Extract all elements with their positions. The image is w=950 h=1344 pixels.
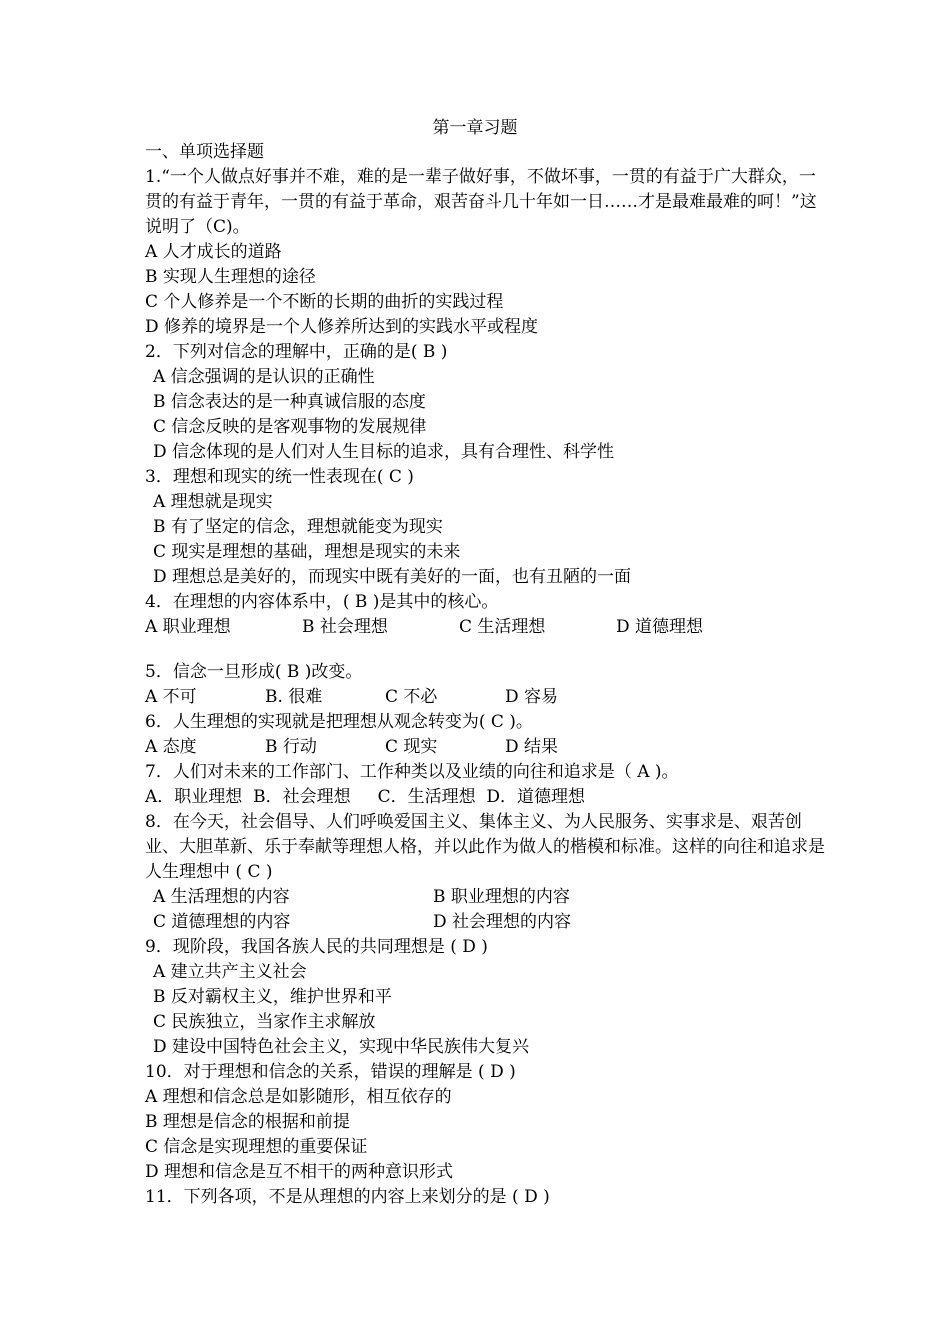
question-4: 4．在理想的内容体系中，( B )是其中的核心。 (145, 592, 499, 612)
q9-option-b: B 反对霸权主义，维护世界和平 (153, 987, 392, 1007)
question-7: 7．人们对未来的工作部门、工作种类以及业绩的向往和追求是（ A )。 (145, 762, 679, 782)
q1-option-d: D 修养的境界是一个人修养所达到的实践水平或程度 (145, 317, 539, 337)
q9-option-c: C 民族独立，当家作主求解放 (153, 1012, 376, 1032)
question-1: 1.“一个人做点好事并不难，难的是一辈子做好事，不做坏事，一贯的有益于广大群众，一贯的有益于青年，一贯的有益于革命，艰苦奋斗几十年如一日……才是最难最难的呵！”这说明了（C)。 (145, 167, 817, 237)
q8-options-row-2 (145, 910, 825, 935)
q1-option-b: B 实现人生理想的途径 (145, 267, 316, 287)
q8-option-d: D 社会理想的内容 (433, 912, 572, 932)
q2-option-b: B 信念表达的是一种真诚信服的态度 (153, 392, 426, 412)
q2-option-c: C 信念反映的是客观事物的发展规律 (153, 417, 427, 437)
q3-option-d: D 理想总是美好的，而现实中既有美好的一面，也有丑陋的一面 (153, 567, 632, 587)
question-9: 9．现阶段，我国各族人民的共同理想是 ( D ) (145, 937, 488, 957)
document-body (145, 140, 825, 1210)
q6-option-a: A 态度 (145, 737, 197, 757)
question-11: 11．下列各项，不是从理想的内容上来划分的是 ( D ) (145, 1187, 550, 1207)
q6-option-d: D 结果 (505, 737, 559, 757)
q5-option-c: C 不必 (385, 687, 438, 707)
question-6: 6．人生理想的实现就是把理想从观念转变为( C )。 (145, 712, 533, 732)
q4-option-d: D 道德理想 (616, 617, 704, 637)
q8-option-c: C 道德理想的内容 (153, 912, 291, 932)
q3-option-b: B 有了坚定的信念，理想就能变为现实 (153, 517, 443, 537)
question-10: 10．对于理想和信念的关系，错误的理解是 ( D ) (145, 1062, 516, 1082)
q10-option-c: C 信念是实现理想的重要保证 (145, 1137, 368, 1157)
question-2: 2．下列对信念的理解中，正确的是( B ) (145, 342, 448, 362)
q4-option-c: C 生活理想 (459, 617, 546, 637)
q9-option-a: A 建立共产主义社会 (153, 962, 307, 982)
q1-option-c: C 个人修养是一个不断的长期的曲折的实践过程 (145, 292, 504, 312)
q8-options-row-1 (145, 885, 825, 910)
blank-line (145, 640, 825, 660)
q1-option-a: A 人才成长的道路 (145, 242, 282, 262)
q3-option-c: C 现实是理想的基础，理想是现实的未来 (153, 542, 461, 562)
q2-option-d: D 信念体现的是人们对人生目标的追求，具有合理性、科学性 (153, 442, 615, 462)
question-5: 5．信念一旦形成( B )改变。 (145, 662, 363, 682)
q5-option-a: A 不可 (145, 687, 197, 707)
q7-options: A．职业理想 B．社会理想 C．生活理想 D．道德理想 (145, 787, 586, 807)
q8-option-b: B 职业理想的内容 (433, 887, 570, 907)
q4-option-b: B 社会理想 (302, 617, 388, 637)
q2-option-a: A 信念强调的是认识的正确性 (153, 367, 375, 387)
page-title: 第一章习题 (432, 118, 518, 138)
question-8: 8．在今天，社会倡导、人们呼唤爱国主义、集体主义、为人民服务、实事求是、艰苦创业、大胆革新、乐于奉献等理想人格，并以此作为做人的楷模和标准。这样的向往和追求是人生理想中 ( C ) (145, 812, 825, 882)
q10-option-b: B 理想是信念的根据和前提 (145, 1112, 350, 1132)
q6-option-c: C 现实 (385, 737, 438, 757)
q6-option-b: B 行动 (265, 737, 317, 757)
q6-options (145, 735, 825, 760)
q5-option-b: B. 很难 (265, 687, 323, 707)
q4-options (145, 615, 825, 640)
section-heading: 一、单项选择题 (145, 142, 264, 162)
q8-option-a: A 生活理想的内容 (153, 887, 290, 907)
q10-option-d: D 理想和信念是互不相干的两种意识形式 (145, 1162, 454, 1182)
q3-option-a: A 理想就是现实 (153, 492, 273, 512)
q10-option-a: A 理想和信念总是如影随形，相互依存的 (145, 1087, 452, 1107)
q9-option-d: D 建设中国特色社会主义，实现中华民族伟大复兴 (153, 1037, 530, 1057)
q4-option-a: A 职业理想 (145, 617, 231, 637)
question-3: 3．理想和现实的统一性表现在( C ) (145, 467, 414, 487)
q5-option-d: D 容易 (505, 687, 559, 707)
q5-options (145, 685, 825, 710)
